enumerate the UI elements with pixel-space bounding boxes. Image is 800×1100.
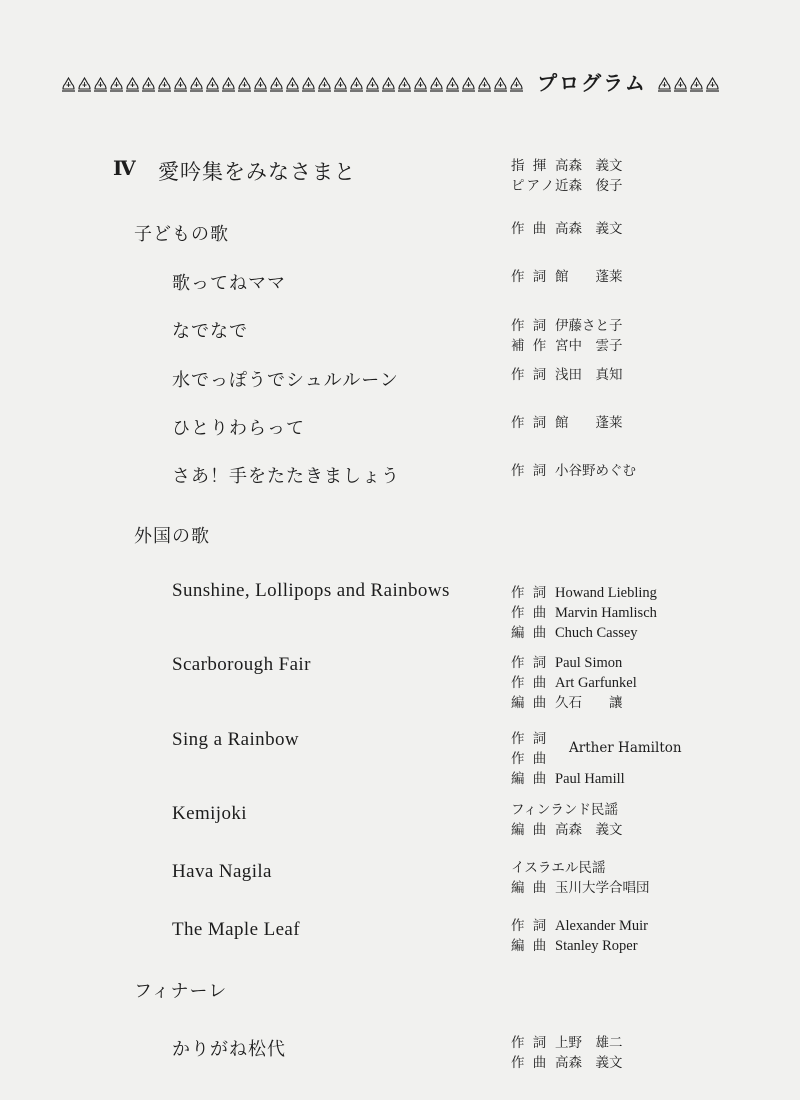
credit-line: 指 揮 高森 義文 [511, 158, 623, 174]
song-credits [511, 858, 650, 898]
ornament-triangle-icon [190, 76, 203, 92]
program-header [62, 70, 726, 98]
credit-line: 作 曲 Marvin Hamlisch [511, 605, 657, 621]
decorative-border-left [62, 72, 524, 92]
song-credits [511, 413, 623, 433]
credit-line: 作 詞 館 蓬莱 [511, 415, 623, 431]
song-title: The Maple Leaf [172, 919, 300, 940]
ornament-triangle-icon [110, 76, 123, 92]
ornament-triangle-icon [206, 76, 219, 92]
credit-line: 編 曲 Chuch Cassey [511, 625, 638, 641]
ornament-triangle-icon [286, 76, 299, 92]
credit-origin: フィンランド民謡 [511, 802, 618, 818]
ornament-triangle-icon [238, 76, 251, 92]
subsection-title-finale: フィナーレ [134, 981, 228, 1002]
ornament-triangle-icon [494, 76, 507, 92]
decorative-border-right [658, 72, 726, 92]
credit-origin: イスラエル民謡 [511, 860, 606, 876]
credit-line: 作 詞 浅田 真知 [511, 367, 623, 383]
section-numeral: Ⅳ [113, 156, 136, 180]
credit-line: 作 詞 上野 雄二 [511, 1035, 623, 1051]
song-credits [511, 267, 623, 287]
ornament-triangle-icon [142, 76, 155, 92]
ornament-triangle-icon [398, 76, 411, 92]
credit-line: 作 詞 Alexander Muir [511, 918, 649, 934]
credit-line: 作 詞 [511, 731, 549, 747]
credit-line: 作 曲 [511, 751, 549, 767]
ornament-triangle-icon [222, 76, 235, 92]
subsection-title-foreign: 外国の歌 [134, 526, 210, 547]
ornament-triangle-icon [430, 76, 443, 92]
ornament-triangle-icon [414, 76, 427, 92]
credit-line: 作 曲 高森 義文 [511, 221, 623, 237]
song-credits [511, 461, 636, 481]
song-title: さあ！手をたたきましょう [172, 466, 400, 487]
subsection-credits [511, 219, 623, 239]
song-credits [511, 1033, 623, 1073]
ornament-triangle-icon [366, 76, 379, 92]
ornament-triangle-icon [478, 76, 491, 92]
section-credits [511, 156, 623, 196]
credit-line: 作 曲 Art Garfunkel [511, 675, 637, 691]
ornament-triangle-icon [174, 76, 187, 92]
ornament-triangle-icon [674, 76, 687, 92]
ornament-triangle-icon [302, 76, 315, 92]
song-title: Scarborough Fair [172, 654, 311, 675]
song-credits [511, 583, 657, 643]
song-title: 歌ってねママ [172, 273, 286, 294]
credit-line: 作 詞 Paul Simon [511, 655, 623, 671]
song-credits [511, 653, 637, 713]
ornament-triangle-icon [158, 76, 171, 92]
ornament-triangle-icon [270, 76, 283, 92]
credit-line: 補 作 宮中 雲子 [511, 338, 623, 354]
ornament-triangle-icon [78, 76, 91, 92]
song-title: Sunshine, Lollipops and Rainbows [172, 580, 450, 601]
song-title: 水でっぽうでシュルルーン [172, 370, 399, 391]
song-credits [511, 365, 623, 385]
credit-line: 作 詞 Howand Liebling [511, 585, 657, 601]
song-credits [511, 800, 623, 840]
ornament-triangle-icon [658, 76, 671, 92]
ornament-triangle-icon [446, 76, 459, 92]
page-title: プログラム [537, 71, 647, 95]
song-credits [511, 916, 648, 956]
credit-line: 作 詞 伊藤さと子 [511, 318, 623, 334]
credit-line: ピアノ近森 俊子 [511, 178, 623, 194]
song-title: なでなで [172, 321, 248, 342]
credit-line: 作 曲 高森 義文 [511, 1055, 623, 1071]
ornament-triangle-icon [382, 76, 395, 92]
ornament-triangle-icon [254, 76, 267, 92]
credit-line: 編 曲 高森 義文 [511, 822, 623, 838]
song-title: Sing a Rainbow [172, 729, 299, 750]
ornament-triangle-icon [334, 76, 347, 92]
credit-line: 編 曲 Paul Hamill [511, 771, 625, 787]
credit-line: 編 曲 Stanley Roper [511, 938, 638, 954]
subsection-title-children: 子どもの歌 [134, 224, 229, 245]
song-title: Hava Nagila [172, 861, 272, 882]
credit-line: 作 詞 小谷野めぐむ [511, 463, 636, 479]
ornament-triangle-icon [350, 76, 363, 92]
ornament-triangle-icon [690, 76, 703, 92]
ornament-triangle-icon [126, 76, 139, 92]
ornament-triangle-icon [706, 76, 719, 92]
credit-line: 編 曲 玉川大学合唱団 [511, 880, 650, 896]
song-title: ひとりわらって [172, 418, 305, 439]
section-title: 愛吟集をみなさまと [158, 160, 356, 184]
ornament-triangle-icon [510, 76, 523, 92]
song-title: かりがね松代 [172, 1039, 286, 1060]
shared-credit-name: Arther Hamilton [569, 740, 682, 756]
song-title: Kemijoki [172, 803, 247, 824]
ornament-triangle-icon [62, 76, 75, 92]
ornament-triangle-icon [94, 76, 107, 92]
ornament-triangle-icon [462, 76, 475, 92]
credit-line: 編 曲 久石 讓 [511, 695, 623, 711]
ornament-triangle-icon [318, 76, 331, 92]
song-credits [511, 316, 623, 356]
credit-line: 作 詞 館 蓬莱 [511, 269, 623, 285]
